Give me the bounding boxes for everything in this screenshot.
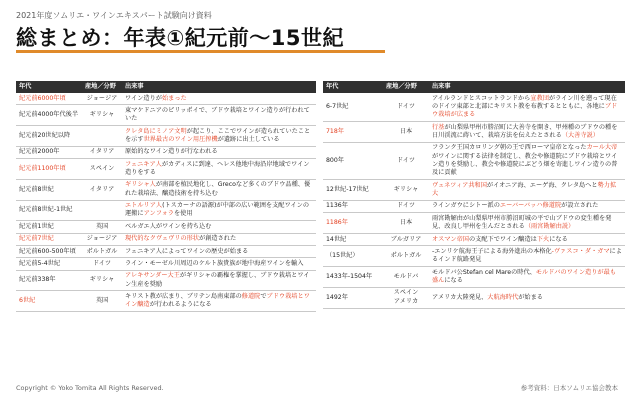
text-segment: がワインに関する法律を制定し、教会や修道院にブドウ栽培とワイン造りを奨励し、教会や修道院にぶどう畑を寄進しワイン造りの普及に貢献 bbox=[432, 152, 618, 177]
reference-note: 参考資料：日本ソムリエ協会教本 bbox=[520, 384, 618, 392]
origin-cell: ジョージア bbox=[82, 93, 122, 105]
table-row bbox=[323, 180, 625, 201]
era-cell bbox=[323, 180, 383, 201]
text-segment: 12世紀-17世紀 bbox=[326, 185, 369, 193]
column-header-event: 出来事 bbox=[122, 81, 316, 93]
table-row bbox=[16, 126, 316, 147]
table-row bbox=[323, 142, 625, 179]
event-cell bbox=[429, 142, 625, 179]
event-cell bbox=[122, 93, 316, 105]
highlighted-text: オスマン帝国 bbox=[432, 235, 469, 243]
table-row bbox=[16, 146, 316, 158]
table-header-row bbox=[323, 81, 625, 93]
era-cell bbox=[323, 246, 383, 267]
table-row bbox=[16, 270, 316, 291]
event-cell bbox=[429, 180, 625, 201]
event-cell bbox=[122, 105, 316, 126]
text-segment: 紀元前8世紀-1世紀 bbox=[19, 206, 73, 214]
table-row bbox=[16, 246, 316, 258]
text-segment: 1492年 bbox=[326, 293, 348, 301]
era-cell bbox=[16, 159, 82, 180]
copyright-notice: Copyright © Yoko Tomita All Rights Reserved. bbox=[16, 384, 164, 392]
column-header-event: 出来事 bbox=[429, 81, 625, 93]
table-row bbox=[323, 246, 625, 267]
event-cell bbox=[429, 267, 625, 288]
timeline-table-right bbox=[323, 81, 625, 309]
origin-cell: 日本 bbox=[383, 122, 429, 143]
highlighted-text: 大航海時代 bbox=[487, 293, 519, 301]
origin-cell: ギリシャ bbox=[82, 270, 122, 291]
table-row bbox=[323, 93, 625, 122]
origin-cell: ポルトガル bbox=[82, 246, 122, 258]
event-cell bbox=[122, 159, 316, 180]
text-segment: ベルガエ人がワインを持ち込む bbox=[125, 222, 212, 230]
highlighted-text: エトルリア人 bbox=[125, 202, 163, 210]
text-segment: 東マケドニアのピリッポイで、ブドウ栽培とワイン造りが行われていた bbox=[125, 106, 310, 123]
text-segment: キリスト教が広まり、ブリテン島南東部の bbox=[125, 292, 242, 300]
origin-cell: 英国 bbox=[82, 221, 122, 233]
document-subtitle: 2021年度ソムリエ・ワインエキスパート試験向け資料 bbox=[16, 11, 212, 20]
origin-cell: ジョージア bbox=[82, 233, 122, 245]
era-cell bbox=[16, 105, 82, 126]
table-row bbox=[16, 200, 316, 221]
origin-cell: ブルガリア bbox=[383, 234, 429, 246]
event-cell bbox=[122, 291, 316, 312]
text-segment: ライン・モーゼル川周辺のケルト族貴族が地中海産ワインを輸入 bbox=[125, 259, 304, 267]
table-row bbox=[16, 291, 316, 312]
era-cell bbox=[16, 179, 82, 200]
text-segment: が行われるようになる bbox=[149, 301, 212, 309]
event-cell bbox=[122, 258, 316, 270]
text-segment: が南部を植民地化し、Grecoなど多くのブドウ品種、優れた栽培法、醸造技術を持ち込む bbox=[125, 181, 311, 197]
text-segment: を使用 bbox=[173, 210, 193, 218]
highlighted-text: 始まった bbox=[161, 94, 187, 102]
event-cell bbox=[122, 246, 316, 258]
highlighted-text: 勢力拡大 bbox=[432, 181, 617, 198]
origin-cell: スペイン bbox=[82, 159, 122, 180]
text-segment: 1433年-1504年 bbox=[326, 272, 373, 280]
origin-cell: 日本 bbox=[383, 213, 429, 234]
highlighted-text: 下火 bbox=[536, 235, 550, 243]
origin-cell bbox=[82, 126, 122, 147]
event-cell bbox=[122, 221, 316, 233]
origin-cell: ドイツ bbox=[82, 258, 122, 270]
era-cell bbox=[16, 291, 82, 312]
text-segment: アメリカ大陸発見、 bbox=[432, 293, 488, 301]
table-row bbox=[323, 267, 625, 288]
text-segment: 紀元前600-500年頃 bbox=[19, 247, 76, 255]
origin-cell: スペイン アメリカ bbox=[383, 287, 429, 308]
origin-cell: ドイツ bbox=[383, 142, 429, 179]
highlighted-text: アンフォラ bbox=[143, 210, 174, 218]
era-cell bbox=[323, 287, 383, 308]
era-cell bbox=[16, 200, 82, 221]
text-segment: 紀元前338年 bbox=[19, 276, 56, 284]
highlighted-text: モルドバのワイン造りが最も盛ん bbox=[432, 268, 616, 284]
event-cell bbox=[429, 93, 625, 122]
era-cell bbox=[16, 246, 82, 258]
text-segment: （15世紀） bbox=[326, 252, 359, 260]
event-cell bbox=[122, 126, 316, 147]
highlighted-text: 紀元前1100年頃 bbox=[19, 164, 66, 172]
event-cell bbox=[429, 200, 625, 212]
page-title: 総まとめ：年表①紀元前〜15世紀 bbox=[16, 26, 345, 50]
text-segment: がギリシャの覇権を掌握し、ブドウ栽培とワイン生産を奨励 bbox=[125, 272, 310, 288]
table-row bbox=[16, 105, 316, 126]
text-segment: になる bbox=[549, 235, 568, 243]
event-cell bbox=[429, 287, 625, 308]
text-segment: が起こり、ここでワインが造られていたことを示す bbox=[125, 127, 311, 143]
origin-cell: ドイツ bbox=[383, 200, 429, 212]
highlighted-text: ヴェネツィア共和国 bbox=[432, 181, 487, 189]
origin-cell: ポルトガル bbox=[383, 246, 429, 267]
column-header-era: 年代 bbox=[323, 81, 383, 93]
highlighted-text: カール大帝 bbox=[586, 144, 618, 152]
highlighted-text: ギリシャ人 bbox=[125, 181, 156, 189]
highlighted-text: （大善寺説） bbox=[561, 131, 599, 139]
highlighted-text: 718年 bbox=[326, 127, 344, 135]
event-cell bbox=[122, 179, 316, 200]
text-segment: -エンリケ航海王子による海外進出の本格化 bbox=[432, 247, 552, 255]
event-cell bbox=[429, 246, 625, 267]
table-row bbox=[323, 200, 625, 212]
highlighted-text: ブドウ栽培が広まる bbox=[432, 102, 618, 119]
text-segment: が遺跡に出土している bbox=[217, 135, 280, 143]
table-row bbox=[16, 159, 316, 180]
text-segment: (トスカーナの語源)が中部の広い範囲を支配ワインの運搬に bbox=[125, 202, 310, 218]
origin-cell: ドイツ bbox=[383, 93, 429, 122]
table-row bbox=[16, 221, 316, 233]
table-row bbox=[16, 233, 316, 245]
era-cell bbox=[16, 270, 82, 291]
highlighted-text: -ヴァスコ・ダ・ガマ bbox=[551, 247, 610, 255]
event-cell bbox=[429, 234, 625, 246]
text-segment: の支配下でワイン醸造は bbox=[468, 235, 537, 243]
origin-cell: 英国 bbox=[82, 291, 122, 312]
highlighted-text: 1186年 bbox=[326, 218, 348, 226]
text-segment: ワイン造りが bbox=[125, 94, 162, 102]
text-segment: 6-7世紀 bbox=[326, 102, 349, 110]
table-row bbox=[16, 179, 316, 200]
table-header-row bbox=[16, 81, 316, 93]
highlighted-text: アレキサンダー大王 bbox=[125, 272, 180, 280]
text-segment: 原始的なワイン造りが行なわれる bbox=[125, 148, 218, 156]
highlighted-text: 6世紀 bbox=[19, 297, 36, 305]
text-segment: が創造された bbox=[199, 235, 237, 243]
origin-cell: イタリア bbox=[82, 179, 122, 200]
text-segment: 紀元前1世紀 bbox=[19, 222, 54, 230]
era-cell bbox=[16, 146, 82, 158]
text-segment: が始まる bbox=[518, 293, 543, 301]
text-segment: 紀元前2000年 bbox=[19, 148, 60, 156]
text-segment: がカディスに到達、ヘレス他地中海沿岸地域でワイン造りをする bbox=[125, 160, 310, 177]
table-row bbox=[16, 93, 316, 105]
era-cell bbox=[323, 122, 383, 143]
era-cell bbox=[323, 142, 383, 179]
era-cell bbox=[323, 213, 383, 234]
text-segment: フランク王国カロリング朝の王で西ローマ皇帝となった bbox=[432, 144, 587, 152]
event-cell bbox=[429, 122, 625, 143]
text-segment: 紀元前5-4世紀 bbox=[19, 259, 61, 267]
event-cell bbox=[122, 146, 316, 158]
event-cell bbox=[122, 233, 316, 245]
highlighted-text: エーバーバッハ修道院 bbox=[499, 202, 562, 210]
text-segment: 紀元前4000年代後半 bbox=[19, 111, 79, 119]
text-segment: で bbox=[260, 292, 267, 300]
title-underline bbox=[16, 50, 385, 53]
era-cell bbox=[323, 267, 383, 288]
text-segment: 紀元前20世紀以降 bbox=[19, 131, 71, 139]
era-cell bbox=[16, 93, 82, 105]
origin-cell bbox=[82, 200, 122, 221]
text-segment: が設立された bbox=[561, 202, 599, 210]
text-segment: 雨宮勘解由が山梨県甲州市勝沼町城の平で山ブドウの変生種を発見、改良し甲州を生んだとされる bbox=[432, 214, 612, 231]
event-cell bbox=[122, 200, 316, 221]
text-segment: になる bbox=[444, 276, 463, 284]
highlighted-text: 世界最古のワイン用圧搾機 bbox=[143, 135, 218, 143]
highlighted-text: （雨宮勘解由説） bbox=[524, 223, 575, 231]
column-header-origin: 産地／分野 bbox=[82, 81, 122, 93]
text-segment: が山梨県甲州市勝沼町に大善寺を開き、甲州種のブドウの種を日川渓流に蒔いて、栽培方法を伝えたとされる bbox=[432, 123, 618, 139]
text-segment: がイオニア海、エーゲ海、クレタ島へと bbox=[486, 181, 598, 189]
highlighted-text: ブドウ栽培とワイン醸造 bbox=[125, 292, 310, 309]
column-header-era: 年代 bbox=[16, 81, 82, 93]
highlighted-text: クレタ島にミノア文明 bbox=[125, 127, 187, 135]
origin-cell: モルドバ bbox=[383, 267, 429, 288]
table-row bbox=[16, 258, 316, 270]
table-row bbox=[323, 213, 625, 234]
text-segment: ラインガウにシトー派の bbox=[432, 202, 500, 210]
era-cell bbox=[16, 258, 82, 270]
era-cell bbox=[16, 126, 82, 147]
text-segment: フェニキア人によってワインの歴史が始まる bbox=[125, 247, 249, 255]
highlighted-text: 現代的なクヴェヴリの形状 bbox=[125, 235, 200, 243]
origin-cell: ギリシャ bbox=[383, 180, 429, 201]
timeline-table-left bbox=[16, 81, 316, 312]
text-segment: 1136年 bbox=[326, 202, 348, 210]
highlighted-text: 紀元前7世紀 bbox=[19, 235, 54, 243]
text-segment: がライン川を遡って現在のドイツ東部と北部にキリスト教を布教するとともに、各地に bbox=[432, 94, 617, 110]
origin-cell: イタリア bbox=[82, 146, 122, 158]
highlighted-text: フェニキア人 bbox=[125, 160, 162, 168]
highlighted-text: 宣教団 bbox=[530, 94, 549, 102]
highlighted-text: 修道院 bbox=[241, 292, 261, 300]
text-segment: アイルランドとスコットランドから bbox=[432, 94, 531, 102]
event-cell bbox=[122, 270, 316, 291]
table-row bbox=[323, 287, 625, 308]
text-segment: 800年 bbox=[326, 156, 344, 164]
text-segment: 紀元前8世紀 bbox=[19, 185, 54, 193]
column-header-origin: 産地／分野 bbox=[383, 81, 429, 93]
table-row bbox=[323, 234, 625, 246]
highlighted-text: 紀元前6000年頃 bbox=[19, 94, 66, 102]
era-cell bbox=[323, 93, 383, 122]
table-row bbox=[323, 122, 625, 143]
event-cell bbox=[429, 213, 625, 234]
text-segment: 14世紀 bbox=[326, 235, 347, 243]
era-cell bbox=[323, 234, 383, 246]
era-cell bbox=[323, 200, 383, 212]
text-segment: モルドバ公Stefan cel Mareの時代、 bbox=[432, 268, 536, 276]
origin-cell: ギリシャ bbox=[82, 105, 122, 126]
text-segment: によるインド航路発見 bbox=[432, 247, 622, 264]
era-cell bbox=[16, 233, 82, 245]
era-cell bbox=[16, 221, 82, 233]
highlighted-text: 行基 bbox=[432, 123, 445, 131]
